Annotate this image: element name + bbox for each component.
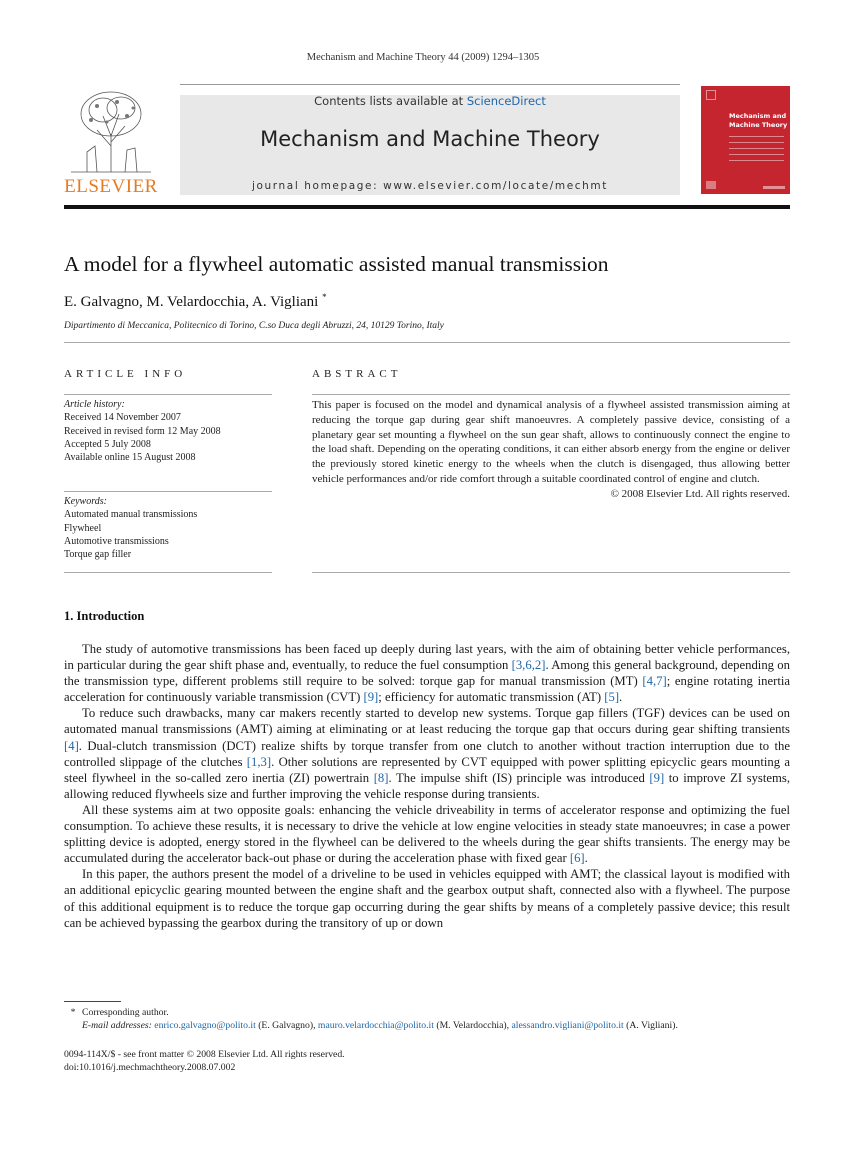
email-link[interactable]: alessandro.vigliani@polito.it: [511, 1020, 624, 1031]
paragraph-text: The study of automotive transmissions has been faced up deeply during last years, with the aim of obtaining better vehicle performances, in particular during the gear shift phase and, eventually, to reduce the fuel consumption: [64, 642, 790, 673]
keywords-divider: [64, 491, 272, 492]
footnote-corresponding: [64, 1006, 790, 1019]
issn-line: 0094-114X/$ - see front matter © 2008 Elsevier Ltd. All rights reserved.: [64, 1049, 345, 1060]
keyword-item: Automotive transmissions: [64, 535, 169, 547]
paragraph: [64, 641, 790, 705]
article-info-end-divider: [64, 572, 272, 573]
journal-homepage[interactable]: journal homepage: www.elsevier.com/locate/mechmt: [252, 180, 608, 192]
cover-title: Mechanism and Machine Theory: [729, 112, 788, 129]
footnote: [64, 1006, 790, 1032]
citation-link[interactable]: [4]: [64, 738, 79, 753]
contents-prefix: Contents lists available at: [314, 94, 467, 108]
paragraph-text: . Other solutions are represented by CVT equipped with power splitting epicyclic gears mounting a steel flywheel in the so-called zero inertia (ZI) powertrain: [64, 754, 790, 785]
keyword-item: Flywheel: [64, 522, 102, 534]
affiliation-divider: [64, 342, 790, 343]
paragraph: [64, 705, 790, 802]
cover-text-lines: [729, 136, 784, 166]
email-owner: (M. Velardocchia),: [433, 1020, 512, 1031]
keywords-heading: Keywords:: [64, 496, 107, 507]
header-divider: [180, 84, 680, 85]
email-label: E-mail addresses:: [82, 1020, 155, 1031]
keywords: [64, 495, 197, 561]
paragraph-text: .: [619, 690, 623, 705]
history-item: Received 14 November 2007: [64, 412, 181, 424]
doi-line[interactable]: doi:10.1016/j.mechmachtheory.2008.07.002: [64, 1062, 236, 1073]
citation-link[interactable]: [1,3]: [246, 754, 272, 769]
email-link[interactable]: enrico.galvagno@polito.it: [154, 1020, 256, 1031]
paragraph-text: . Among this general background, depending on the transmission type, different problems still require to be solved: torque gap for manual transmission (MT): [64, 658, 790, 689]
article-info-label: ARTICLE INFO: [64, 368, 187, 380]
abstract-copyright: © 2008 Elsevier Ltd. All rights reserved.: [610, 487, 790, 500]
affiliation: Dipartimento di Meccanica, Politecnico di Torino, C.so Duca degli Abruzzi, 24, 10129 Torino, Italy: [64, 321, 444, 331]
journal-title: Mechanism and Machine Theory: [260, 127, 600, 151]
citation-link[interactable]: [9]: [649, 770, 665, 785]
citation-link[interactable]: [4,7]: [642, 674, 667, 689]
contents-line: [180, 94, 680, 108]
elsevier-wordmark: ELSEVIER: [64, 176, 158, 197]
abstract-body: [312, 398, 790, 502]
email-owner: (A. Vigliani).: [623, 1020, 678, 1031]
paragraph-text: to improve ZI systems, allowing reduced flywheels size and further improving the vehicle response during transients.: [64, 770, 790, 801]
paragraph-text: .: [584, 851, 588, 866]
paragraph-text: ; efficiency for automatic transmission (AT): [378, 690, 605, 705]
paragraph-text: . Dual-clutch transmission (DCT) realize shifts by torque transfer from one clutch to another without traction interruption due to the controlled slippage of the clutches: [64, 738, 790, 769]
footnote-divider: [64, 1001, 121, 1002]
sciencedirect-link[interactable]: ScienceDirect: [466, 94, 546, 108]
paragraph-text: . The impulse shift (IS) principle was introduced: [388, 770, 650, 785]
paragraph-text: To reduce such drawbacks, many car makers recently started to develop new systems. Torque gap fillers (TGF) devices can be used on automated manual transmissions (AMT) aiming at eliminating or at least reducing the torque gap that occurs during gear shifting transients: [64, 706, 790, 737]
paragraph-text: ; engine rotating inertia acceleration for continuously variable transmission (CVT): [64, 674, 790, 705]
issn-block: [64, 1048, 345, 1074]
abstract-divider: [312, 394, 790, 395]
abstract-text: This paper is focused on the model and dynamical analysis of a flywheel assisted transmission aiming at reducing the torque gap during gear shift manoeuvres. A completely passive device, consisting of a planetary gear set mounting a flywheel on the sun gear shaft, allows to continuously connect the engine to the load shaft. Depending on the operating conditions, it can either absorb energy from the engine or deliver the previously stored kinetic energy to the wheels when the clutch is disengaged, thus allowing better vehicle performances and/or ride comfort through a suitable coordinated control of engine and clutch.: [312, 399, 790, 485]
email-owner: (E. Galvagno),: [255, 1020, 318, 1031]
cover-emblem-icon: [706, 90, 716, 100]
footnote-mark: *: [70, 1007, 76, 1018]
elsevier-tree-icon: [67, 86, 155, 174]
citation-link[interactable]: [5]: [604, 690, 620, 705]
paragraph: [64, 802, 790, 866]
author-list: [64, 292, 327, 311]
citation-link[interactable]: [3,6,2]: [511, 658, 546, 673]
header-rule: [64, 205, 790, 209]
footnote-emails: [64, 1019, 790, 1032]
section-heading-introduction: 1. Introduction: [64, 609, 145, 623]
introduction-body: [64, 641, 790, 931]
cover-footer-mark: [763, 186, 785, 189]
elsevier-logo[interactable]: [63, 86, 159, 196]
citation-link[interactable]: [8]: [373, 770, 389, 785]
corresponding-author-mark[interactable]: *: [322, 292, 327, 302]
paragraph-text: In this paper, the authors present the model of a driveline to be used in vehicles equipped with AMT; the classical layout is modified with an additional epicyclic gearing mounted between the engine shaft and the gearbox output shaft, connected also with a flywheel. The purpose of this additional equipment is to reduce the torque gap occurring during the gear shifts by means of a completely passive device; this result can be achieved bypassing the gearbox during the transitory of up or down: [64, 867, 790, 930]
abstract-end-divider: [312, 572, 790, 573]
citation-link[interactable]: [9]: [363, 690, 379, 705]
paragraph-text: All these systems aim at two opposite goals: enhancing the vehicle driveability in terms of accelerator response and optimizing the fuel consumption. To achieve these results, it is necessary to drive the vehicle at low engine velocities in steady state manoeuvres; in case a power splitting device is adopted, energy stored in the flywheel can be delivered to the wheels during the gear shifts transients. The energy may be accumulated during the accelerator back-out phase or during the acceleration phase with fixed gear: [64, 802, 790, 866]
abstract-label: ABSTRACT: [312, 368, 402, 380]
citation-link[interactable]: [6]: [569, 851, 585, 866]
journal-cover[interactable]: [701, 86, 790, 194]
paragraph: [64, 866, 790, 930]
history-item: Accepted 5 July 2008: [64, 438, 151, 450]
article-history: [64, 398, 221, 464]
history-item: Available online 15 August 2008: [64, 452, 196, 464]
article-info-divider: [64, 394, 272, 395]
keyword-item: Automated manual transmissions: [64, 509, 198, 521]
history-heading: Article history:: [64, 399, 125, 410]
cover-publisher-icon: [706, 181, 716, 189]
journal-reference: Mechanism and Machine Theory 44 (2009) 1294–1305: [306, 52, 540, 63]
keyword-item: Torque gap filler: [64, 549, 132, 561]
email-link[interactable]: mauro.velardocchia@polito.it: [317, 1020, 434, 1031]
authors-text: E. Galvagno, M. Velardocchia, A. Vigliani: [64, 294, 319, 310]
corresponding-label: Corresponding author.: [82, 1007, 169, 1018]
history-item: Received in revised form 12 May 2008: [64, 425, 221, 437]
article-title: A model for a flywheel automatic assisted manual transmission: [64, 252, 609, 276]
